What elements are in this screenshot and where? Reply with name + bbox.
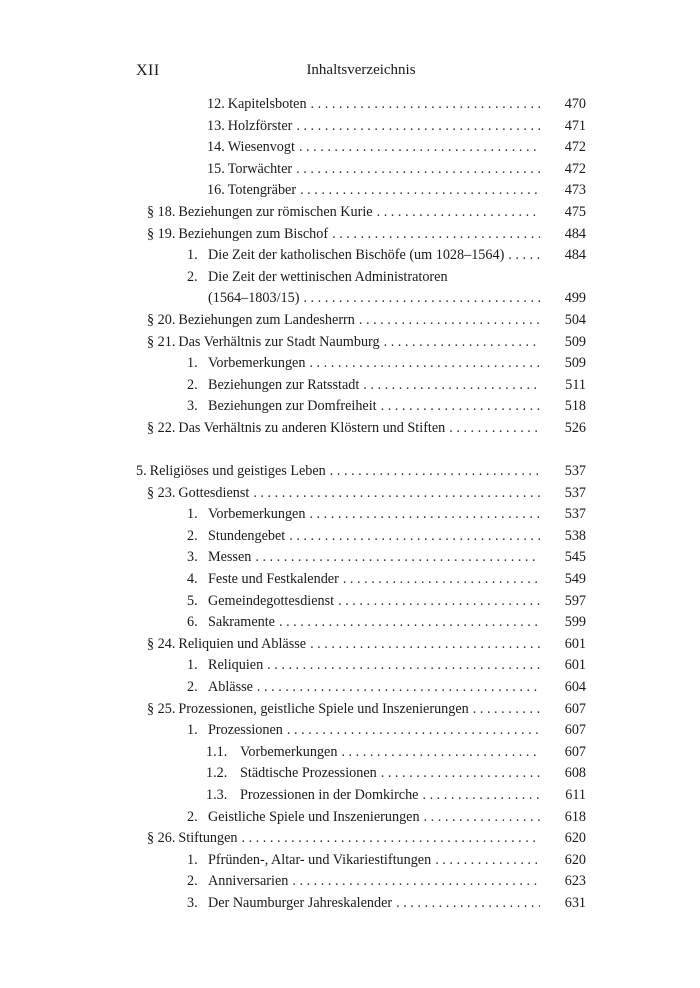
- toc-entry-page: 509: [564, 355, 586, 372]
- toc-entry: [136, 353, 586, 375]
- toc-entry-number: § 26.: [147, 830, 176, 847]
- toc-entry-page: 470: [564, 96, 586, 112]
- toc-leader-dots: [267, 655, 540, 677]
- toc-entry-number: § 20.: [147, 311, 176, 328]
- toc-entry-title: Vorbemerkungen: [208, 506, 306, 523]
- toc-leader-dots: [384, 332, 540, 354]
- toc-leader-dots: [300, 180, 540, 202]
- toc-entry-page: 618: [564, 808, 586, 825]
- toc-entry: [136, 159, 586, 181]
- toc-entry-title: Reliquien und Ablässe: [178, 635, 307, 652]
- toc-entry-number: 13.: [207, 117, 225, 134]
- toc-entry-page: 607: [564, 700, 586, 717]
- toc-entry: [136, 893, 586, 915]
- toc-entry-title: Stundengebet: [208, 527, 286, 544]
- toc-entry-number: 5.: [187, 592, 198, 609]
- toc-leader-dots: [343, 569, 540, 591]
- toc-entry-title: Beziehungen zum Landesherrn: [178, 311, 355, 328]
- toc-entry: [136, 94, 586, 116]
- toc-entry-title: Messen: [208, 549, 252, 566]
- table-of-contents: [136, 94, 586, 915]
- toc-entry-title: Geistliche Spiele und Inszenierungen: [208, 808, 420, 825]
- toc-entry: [136, 418, 586, 440]
- toc-entry-page: 484: [564, 247, 586, 264]
- toc-leader-dots: [296, 116, 540, 138]
- toc-entry: [136, 483, 586, 505]
- toc-entry-title: Prozessionen in der Domkirche: [240, 787, 419, 803]
- toc-entry-title: Vorbemerkungen: [208, 355, 306, 372]
- toc-entry-title: Pfründen-, Altar- und Vikariestiftungen: [208, 851, 432, 868]
- toc-entry-title: Religiöses und geistiges Leben: [149, 463, 326, 480]
- toc-entry-number: 15.: [207, 160, 225, 177]
- toc-entry-page: 526: [564, 419, 586, 436]
- toc-leader-dots: [255, 547, 540, 569]
- toc-entry-number: 3.: [187, 894, 198, 911]
- toc-entry: [136, 850, 586, 872]
- toc-entry-title: Vorbemerkungen: [240, 743, 338, 760]
- toc-entry-page: 545: [564, 549, 586, 566]
- toc-entry: [136, 828, 586, 850]
- toc-entry: [136, 699, 586, 721]
- toc-entry-number: 1.: [187, 851, 198, 868]
- toc-entry-title: Torwächter: [227, 160, 293, 177]
- toc-entry: [136, 591, 586, 613]
- toc-leader-dots: [381, 396, 540, 418]
- toc-leader-dots: [473, 699, 540, 721]
- toc-entry: [136, 612, 586, 634]
- toc-leader-dots: [449, 418, 540, 440]
- toc-entry-title: Holzförster: [227, 117, 293, 134]
- toc-entry-page: 607: [564, 722, 586, 739]
- toc-entry-title: Der Naumburger Jahreskalender: [208, 894, 393, 911]
- toc-entry-title: Prozessionen, geistliche Spiele und Inszenierungen: [178, 700, 469, 717]
- toc-entry-title: Beziehungen zur römischen Kurie: [178, 203, 373, 220]
- toc-entry: [136, 116, 586, 138]
- toc-entry-title: Städtische Prozessionen: [240, 765, 377, 782]
- toc-entry-title: Die Zeit der wettinischen Administratoren: [208, 268, 448, 285]
- toc-leader-dots: [287, 720, 540, 742]
- toc-entry-title: Feste und Festkalender: [208, 571, 339, 588]
- toc-entry: [136, 310, 586, 332]
- toc-entry-page: 511: [565, 376, 586, 393]
- toc-entry-number: 3.: [187, 398, 198, 415]
- toc-entry: [136, 332, 586, 354]
- toc-entry: [136, 785, 586, 807]
- toc-leader-dots: [424, 807, 540, 829]
- toc-entry: [136, 807, 586, 829]
- toc-entry-number: 16.: [207, 182, 225, 199]
- toc-entry-page: 604: [564, 679, 586, 696]
- toc-entry-title: Stiftungen: [178, 830, 238, 847]
- toc-entry: [136, 763, 586, 785]
- toc-leader-dots: [435, 850, 540, 872]
- toc-leader-dots: [332, 224, 540, 246]
- toc-entry-title: Ablässe: [208, 679, 253, 696]
- toc-entry-title: Beziehungen zur Ratsstadt: [208, 376, 360, 393]
- toc-leader-dots: [299, 137, 540, 159]
- toc-entry-page: 601: [564, 635, 586, 652]
- toc-entry: [136, 742, 586, 764]
- toc-entry-page: 601: [564, 657, 586, 674]
- toc-entry: [136, 180, 586, 202]
- toc-leader-dots: [279, 612, 540, 634]
- toc-entry-title: Beziehungen zur Domfreiheit: [208, 398, 377, 415]
- running-title: Inhaltsverzeichnis: [306, 62, 416, 78]
- toc-entry-page: 537: [564, 506, 586, 523]
- toc-entry-page: 499: [564, 290, 586, 307]
- toc-entry-number: § 18.: [147, 203, 176, 220]
- toc-entry-page: 537: [564, 484, 586, 501]
- toc-entry-title: Prozessionen: [208, 722, 283, 739]
- toc-entry-title: Sakramente: [208, 614, 275, 631]
- toc-entry-number: 12.: [207, 96, 225, 112]
- toc-leader-dots: [303, 288, 540, 310]
- toc-leader-dots: [330, 461, 540, 483]
- toc-entry-page: 620: [564, 830, 586, 847]
- toc-entry-page: 607: [564, 743, 586, 760]
- toc-leader-dots: [309, 353, 540, 375]
- toc-entry-title: Totengräber: [227, 182, 297, 199]
- toc-leader-dots: [363, 375, 540, 397]
- toc-entry: [136, 137, 586, 159]
- toc-entry-number: 3.: [187, 549, 198, 566]
- toc-entry: [136, 224, 586, 246]
- toc-entry-title: Gemeindegottesdienst: [208, 592, 335, 609]
- toc-entry: [136, 245, 586, 267]
- toc-entry: [136, 677, 586, 699]
- toc-entry-page: 538: [564, 527, 586, 544]
- toc-entry-page: 518: [564, 398, 586, 415]
- toc-entry-page: 472: [564, 160, 586, 177]
- toc-entry-number: 5.: [136, 463, 147, 480]
- toc-leader-dots: [359, 310, 540, 332]
- toc-entry-page: 599: [564, 614, 586, 631]
- toc-leader-dots: [253, 483, 540, 505]
- toc-entry-number: 2.: [187, 268, 198, 285]
- toc-leader-dots: [242, 828, 541, 850]
- toc-leader-dots: [311, 94, 540, 116]
- toc-entry-title: (1564–1803/15): [208, 290, 300, 307]
- toc-entry: [136, 720, 586, 742]
- toc-entry-number: § 24.: [147, 635, 176, 652]
- toc-leader-dots: [338, 591, 540, 613]
- toc-leader-dots: [309, 504, 540, 526]
- toc-leader-dots: [296, 159, 540, 181]
- toc-entry-number: 2.: [187, 679, 198, 696]
- toc-entry-number: 14.: [207, 139, 225, 156]
- toc-entry-number: 2.: [187, 808, 198, 825]
- toc-entry-page: 509: [564, 333, 586, 350]
- toc-entry-number: 1.: [187, 722, 198, 739]
- toc-entry-number: § 23.: [147, 484, 176, 501]
- toc-leader-dots: [381, 763, 540, 785]
- toc-entry-title: Anniversarien: [208, 873, 289, 890]
- toc-entry-number: § 25.: [147, 700, 176, 717]
- toc-entry-number: 1.: [187, 355, 198, 372]
- toc-entry-number: 1.1.: [206, 743, 228, 760]
- toc-entry: [136, 202, 586, 224]
- page-header: [136, 62, 586, 84]
- toc-entry-number: 6.: [187, 614, 198, 631]
- toc-leader-dots: [289, 526, 540, 548]
- toc-entry-number: 1.: [187, 657, 198, 674]
- toc-entry: [136, 396, 586, 418]
- toc-leader-dots: [422, 785, 540, 807]
- toc-entry-title: Reliquien: [208, 657, 264, 674]
- toc-entry: [136, 655, 586, 677]
- toc-entry-title: Das Verhältnis zur Stadt Naumburg: [178, 333, 380, 350]
- toc-entry-number: 1.2.: [206, 765, 228, 782]
- toc-entry-title: Beziehungen zum Bischof: [178, 225, 329, 242]
- toc-entry-page: 473: [564, 182, 586, 199]
- toc-entry-page: 537: [564, 463, 586, 480]
- toc-entry-title: Die Zeit der katholischen Bischöfe (um 1028–1564): [208, 247, 505, 264]
- toc-entry-page: 549: [564, 571, 586, 588]
- toc-leader-dots: [377, 202, 540, 224]
- toc-entry: [136, 871, 586, 893]
- toc-entry-page: 597: [564, 592, 586, 609]
- toc-entry: [136, 547, 586, 569]
- toc-leader-dots: [292, 871, 540, 893]
- toc-entry-number: 2.: [187, 376, 198, 393]
- toc-entry-page: 611: [565, 787, 586, 803]
- toc-entry-page: 484: [564, 225, 586, 242]
- toc-leader-dots: [257, 677, 540, 699]
- toc-entry: [136, 526, 586, 548]
- toc-entry-title: Das Verhältnis zu anderen Klöstern und Stiften: [178, 419, 446, 436]
- toc-entry-page: 504: [564, 311, 586, 328]
- toc-entry-page: 472: [564, 139, 586, 156]
- toc-entry: [136, 634, 586, 656]
- toc-entry: [136, 267, 586, 289]
- toc-entry-page: 471: [564, 117, 586, 134]
- toc-entry-page: 631: [564, 894, 586, 911]
- toc-entry-number: 1.: [187, 247, 198, 264]
- toc-leader-dots: [310, 634, 540, 656]
- toc-entry-number: 1.: [187, 506, 198, 523]
- toc-entry-page: 475: [564, 203, 586, 220]
- toc-entry-number: § 21.: [147, 333, 176, 350]
- toc-entry-number: § 22.: [147, 419, 176, 436]
- toc-entry: [136, 461, 586, 483]
- toc-leader-dots: [508, 245, 540, 267]
- toc-entry-number: 4.: [187, 571, 198, 588]
- toc-entry-number: § 19.: [147, 225, 176, 242]
- toc-entry: [136, 569, 586, 591]
- toc-entry-number: 1.3.: [206, 787, 228, 803]
- toc-entry-title: Gottesdienst: [178, 484, 250, 501]
- toc-entry: [136, 288, 586, 310]
- toc-leader-dots: [396, 893, 540, 915]
- toc-entry-number: 2.: [187, 873, 198, 890]
- page-number: XII: [136, 62, 160, 79]
- toc-entry-page: 620: [564, 851, 586, 868]
- toc-entry-title: Kapitelsboten: [227, 96, 307, 112]
- toc-entry: [136, 375, 586, 397]
- toc-entry-number: 2.: [187, 527, 198, 544]
- toc-entry-title: Wiesenvogt: [227, 139, 295, 156]
- toc-entry: [136, 504, 586, 526]
- toc-leader-dots: [341, 742, 540, 764]
- toc-entry-page: 608: [564, 765, 586, 782]
- toc-entry-page: 623: [564, 873, 586, 890]
